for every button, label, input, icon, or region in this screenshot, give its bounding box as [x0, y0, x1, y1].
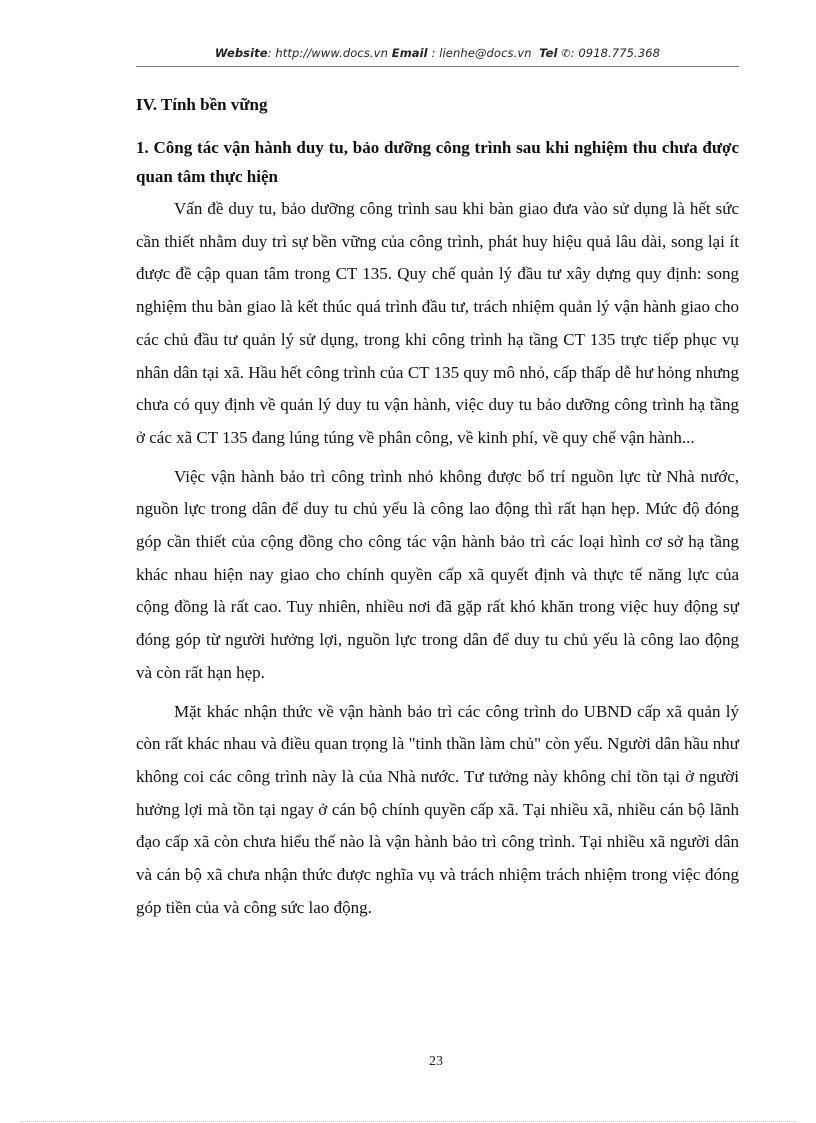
telephone-icon: ✆	[561, 47, 571, 60]
page-number: 23	[429, 1054, 443, 1069]
section-title: IV. Tính bền vững	[136, 95, 268, 114]
email-value: : lienhe@docs.vn	[431, 46, 532, 60]
website-value: : http://www.docs.vn	[267, 46, 388, 60]
header-divider	[136, 66, 739, 67]
paragraph-awareness: Mặt khác nhận thức về vận hành bảo trì các công trình do UBND cấp xã quản lý còn rất khác nhau và điều quan trọng là "tinh thần làm chủ" còn yếu. Người dân hầu như không coi các công trình này là của Nhà nước. Tư tưởng này không chỉ tồn tại ở người hưởng lợi mà tồn tại ngay ở cán bộ chính quyền cấp xã. Tại nhiều xã, nhiều cán bộ lãnh đạo cấp xã còn chưa hiểu thế nào là vận hành bảo trì công trình. Tại nhiều xã người dân và cán bộ xã chưa nhận thức được nghĩa vụ và trách nhiệm trách nhiệm trong việc đóng góp tiền của và công sức lao động.	[136, 701, 739, 917]
paragraph-resources: Việc vận hành bảo trì công trình nhỏ không được bố trí nguồn lực từ Nhà nước, nguồn lực trong dân để duy tu chủ yếu là công lao động thì rất hạn hẹp. Mức độ đóng góp cần thiết của cộng đồng cho công tác vận hành bảo trì các loại hình cơ sở hạ tầng khác nhau hiện nay giao cho chính quyền cấp xã quyết định và thực tế năng lực của cộng đồng là rất cao. Tuy nhiên, nhiều nơi đã gặp rất khó khăn trong việc huy động sự đóng góp từ người hưởng lợi, nguồn lực trong dân để duy tu chủ yếu là công lao động và còn rất hạn hẹp.	[136, 466, 739, 682]
website-label: Website	[214, 46, 268, 60]
page-bottom-border	[20, 1121, 796, 1122]
page-header	[136, 46, 739, 60]
paragraph-maintenance-need: Vấn đề duy tu, bảo dưỡng công trình sau khi bàn giao đưa vào sử dụng là hết sức cần thiết nhằm duy trì sự bền vững của công trình, phát huy hiệu quả lâu dài, song lại ít được đề cập quan tâm trong CT 135. Quy chế quản lý đầu tư xây dựng quy định: song nghiệm thu bàn giao là kết thúc quá trình đầu tư, trách nhiệm quản lý vận hành giao cho các chủ đầu tư quản lý sử dụng, trong khi công trình hạ tầng CT 135 trực tiếp phục vụ nhân dân tại xã. Hầu hết công trình của CT 135 quy mô nhỏ, cấp thấp dễ hư hỏng nhưng chưa có quy định về quản lý duy tu vận hành, việc duy tu bảo dưỡng công trình hạ tầng ở các xã CT 135 đang lúng túng về phân công, về kinh phí, về quy chế vận hành...	[136, 199, 739, 447]
subsection-title: 1. Công tác vận hành duy tu, bảo dưỡng công trình sau khi nghiệm thu chưa được quan tâm thực hiện	[136, 138, 739, 186]
email-label: Email	[391, 46, 428, 60]
tel-label: Tel	[539, 46, 558, 60]
document-body	[136, 92, 739, 930]
tel-value: : 0918.775.368	[570, 46, 661, 60]
